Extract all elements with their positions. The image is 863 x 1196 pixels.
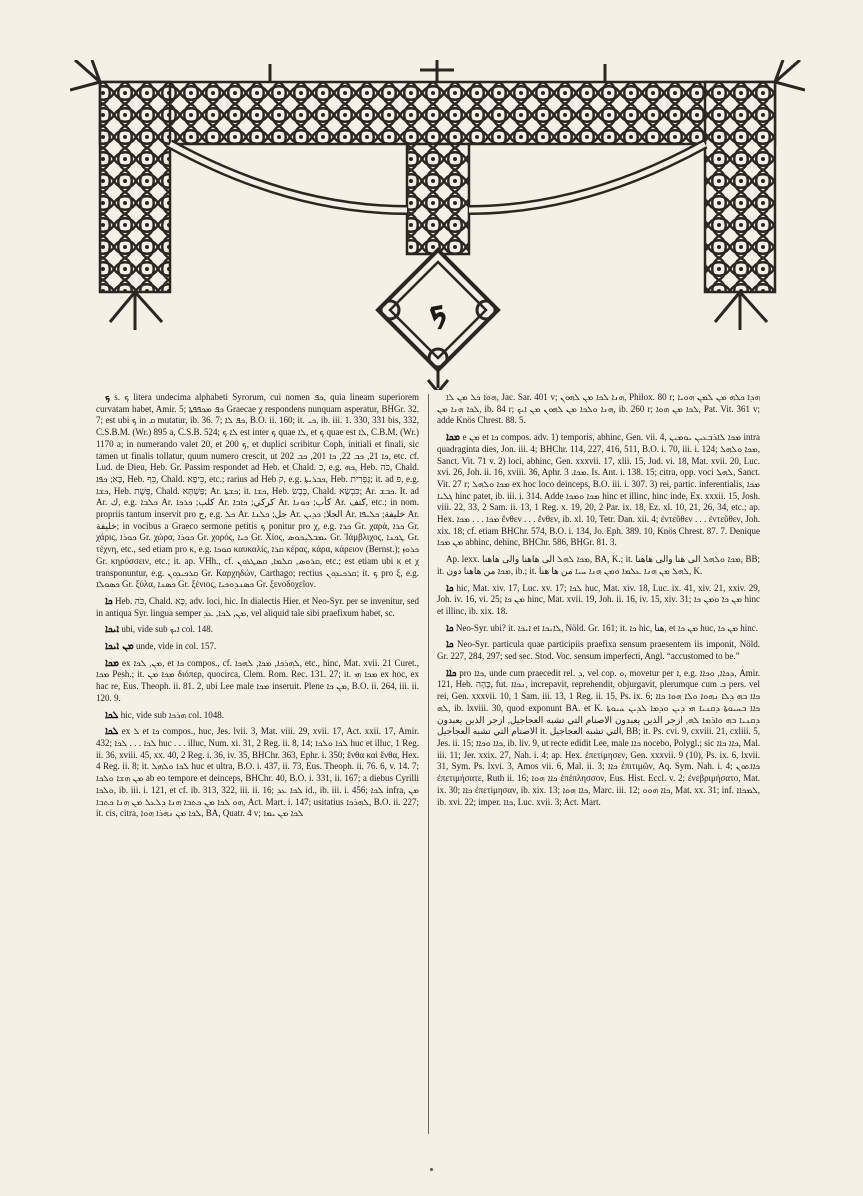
entry-headword: ܡܢ ܐܝܟܐ — [105, 641, 134, 653]
dictionary-entry — [96, 710, 419, 722]
entry-text: Ap. lexx. ܡܟܐ ܠܗܠ الى هاهنا والى هاهنا, BA, K.; it. ܡܟܐ ܘܠܗܠ الى هنا والى هاهنا, BB; it. ܡܟܐ من هاهنا دون, ib.; it. ܠܗܠ ܡܢ ܗܢܐ ܥܠܡܐ ܘܡܢ ܗܢܐ ܚܝܐ من ها هنا, K. — [437, 554, 760, 576]
dictionary-entry — [96, 392, 419, 591]
dictionary-entry — [437, 432, 760, 549]
entry-text: unde, vide in col. 157. — [136, 641, 217, 652]
entry-text: hic, Mat. xiv. 17, Luc. xv. 17; ܠܟܐ huc, Mat. xiv. 18, Luc. ix. 41, xiv. 21, xxiv. 29, Joh. iv. 16, vi. 25; ܡܢ ܟܐ hinc, Mat. xvii. 19, Joh. ii. 16, iv. 15, xiv. 31; ܡܢ ܟܐ ܘܡܢ ܟܐ hinc et illinc, ib. xix. 18. — [437, 582, 760, 616]
entry-text: Neo-Syr. particula quae participiis praefixa sensum praesentem iis imponit, Nöld. Gr. 227, 284, 297; sed sec. Stod. Voc. sensum imperfecti, Angl. “accustomed to be.” — [437, 639, 760, 662]
dictionary-entry — [437, 554, 760, 577]
entry-text: ex ܡܢ, ܠܟܐ, et ܟܐ compos., cf. ܠܗܪܟܐ, ܡܟܐ, ܠܗܟܐ, etc., hinc, Mat. xvii. 21 Curet., ܡܟܐ Pesh.; it. ܡܟܐ ܡܢ διόπερ, quocirca, Clem. Rom. Rec. 131. 27; it. ܡܟܐ ܗܝ ex hoc, ex hac re, Eus. Theoph. ii. 81. 2, ubi Lee male ܡܟܐ inseruit. Plene ܡܢ ܟܐ, B.O. ii. 264, iii. ii. 120. 9. — [96, 657, 419, 703]
entry-text: hic, vide sub ܗܪܟܐ col. 1048. — [120, 709, 224, 720]
entry-text: ex ܠ et ܟܐ compos., huc, Jes. lvii. 3, Mat. viii. 29, xvii. 17, Act. xxii. 17, Amir. 432; ܠܟܐ . . . ܠܟܐ huc . . . illuc, Num. xi. 31, 2 Reg. ii. 8, 14; ܠܟܐ ܘܠܟܐ huc et illuc, 1 Reg. ii. 36, xviii. 45, xx. 40, 2 Reg. i. 36, iv. 35, BHChr. 363, Ephr. i. 350; ἔνθα καὶ ἔνθα, Hex. 4 Reg. ii. 8; it. ܠܟܐ ܘܠܗܠ huc et ultra, B.O. i. 437, ii. 73, Eus. Theoph. ii. 76. 6, v. 14. 7; ܡܢ ܗܫܐ ܘܠܟܐ ab eo tempore et deinceps, BHChr. 40, B.O. i. 331, ii. 167; a diebus Cyrilli ܘܠܟܐ, ib. iii. i. 121, et cf. ib. 313, 322, iii. ii. 16; ܠܟܐ ܥܕ id., ib. iii. i. 456; ܠܟܐ infra, ܡܢ ܗܘ ܠܟܐ ܡܢ ܟܬܒܐ ܗܢܐ ܕܠܥܠ ܡܢ ܗܢܐ ܟܬܒܐ, Act. Mart. i. 147; usitatius ܠܗܪܟܐ, B.O. ii. 227; it. cis, citra, ܠܟܐ ܡܢ ܢܗܪܐ ܗܘܐ, BA, Quatr. 4 v; ܠܟܐ ܡܢ ܝܡܐ — [96, 726, 419, 819]
entry-headword: ܟܐ — [105, 595, 113, 607]
center-letter: ܟ — [428, 289, 448, 329]
entry-headword: ܡܟܐ — [446, 432, 460, 444]
entry-headword: ܐܝܟܐ — [105, 624, 120, 636]
right-column — [437, 392, 760, 1152]
entry-headword: ܟܐ — [446, 639, 454, 651]
entry-headword: ܟ — [105, 392, 111, 403]
column-divider — [428, 394, 429, 1134]
celtic-knot-headpiece-icon — [70, 60, 805, 390]
dictionary-entry — [437, 583, 760, 618]
dictionary-entry — [437, 392, 760, 427]
entry-headword: ܟܐ — [446, 582, 454, 594]
entry-headword: ܟܐܐ — [446, 667, 457, 679]
dictionary-entry — [437, 639, 760, 662]
entry-headword: ܡܟܐ — [105, 657, 119, 669]
entry-text: ubi, vide sub ܐܝܟ col. 148. — [121, 624, 214, 635]
dictionary-columns — [96, 392, 760, 1152]
entry-text: ܗܘܐ ܟܠ ܡܢ ܠܐ, Jac. Sar. 401 v; ܗܢܐ ܠܟܐ ܡܢ ܠܗܘܢ, Philox. 80 r; ܗܕܐ ܟܠܗ ܡܢ ܠܡܢ ܗܘܝܐ ܠܟܐ ܗܢܐ ܡܢ, ib. 84 r; ܗܢܐ ܘܠܟܐ ܡܢ ܠܗܘܢ ܡܢ ܐܝܟ, ib. 260 r; ܠܟܐ ܡܢ ܗܘܐ, Pat. Vit. 361 v; adde Knös Chrest. 88. 5. — [437, 392, 760, 426]
dictionary-entry — [96, 641, 419, 653]
dictionary-entry — [96, 658, 419, 705]
entry-headword: ܠܟܐ — [105, 726, 119, 738]
entry-headword: ܟܐ — [446, 622, 454, 634]
dictionary-entry — [96, 596, 419, 619]
entry-text: Heb. כֹּה, Chald. כָּא, adv. loci, hic. In dialectis Hier. et Neo-Syr. per se invenitur, sed in antiqua Syr. lingua semper ܡܢ, ܠܟܐ, ܥܕ, vel aliquid tale sibi praefixum habet, sc. — [96, 595, 419, 618]
entry-text: s. ܟ litera undecima alphabeti Syrorum, cui nomen ܟܦ, quia lineam superiorem curvatam habet, Amir. 5; ܟܦ ܡܟܦܦܬܐ Graecae χ respondens nunquam asperatur, BHGr. 32. 7; est ubi ܟ in ܩ mutatur, ib. 36. 7; ܟܦ ܠܐ, B.O. ii. 160; it. ܟܝ, ib. iii. 1. 330, 331 bis, 332, C.S.B.M. (Wr.) 895 a, C.S.B. 524; ܠܐ ܟ est inter ܟ quae ܠܐ, et ܟ quae est ܠܐ, C.B.M. (Wr.) 1170 a; in numerando valet 20, et ܟ 200, et duplici scribitur Coph, initiali et finali, sic tamen ut finalis tollatur, quum numero crescit, ut ܟܐ 21, ܟܒ 22, ܟܐ 201, ܟܒ 202, etc. cf. Lud. de Dieu, Heb. Gr. Passim respondet ad Heb. et Chald. כ, e.g. ܟܗ, Heb. כֹּה, Chald. כָּא; ܟܦܐ, Heb. כֵּף, Chald. כֵּיפָא, etc.; rarius ad Heb ק, e.g. ܟܒܪܝܬܐ, Heb. גָּפְרִית; it. ad פ, e.g. ܟܫܐ, Heb. פָּשֶׁת, Chald. פַּשְׁתָּא; Ar. ܟܫܬܐ; it. ܟܫܐ, Heb. כֶּבֶשׂ, Chald. כִּבְשָׂא; Ar. ܟܒܫ. It. ad Ar. ك, e.g. ܟܠܒܐ Ar. كلب; ܟܪܟܐ Ar. كركي; ܟܐܒܐ Ar. كأب; ܟܘܢܐ Ar. كتف, etc.; in nom. propriis tantum inservit pro ج, e.g. ܟܠ Ar. جل; ܟܠܢܐ Ar. الجلا; ܟܕܝܢ Ar. خليفة; ܟܠܝܦܐ Ar. خليفة; in vocibus a Graeco sermone petitis ܟ ponitur pro χ, e.g. ܟܪܐ Gr. χαρά, ܟܪܐ Gr. χάρις, ܟܘܪܐ Gr. χώρα, ܟܘܪܐ Gr. χορός, ܟܝܐ Gr. Χίος, ܝܡܒܠܝܟܘܣ Gr. Ἰάμβλιχος, ܛܟܢܐ Gr. τέχνη, etc., sed etiam pro κ, e.g. ܩܘܟܐ καυκαλίς, ܩܪܐ κέρας, κάρα, κάρειον (Bernst.); ܟܪܘܙ Gr. κηρύσσειν, etc.; it. ap. VHh., cf. ܩܪܘܣ, ܩܠܡܐ, ܩܣܛܪܘܢ, etc.; est etiam ubi κ et χ transponuntur, e.g. ܩܪܟܝܕܘܢ Gr. Καρχηδών, Carthago; rectius ܩܪܟܝܕܘܢ; it. ܟ pro ξ, e.g. ܟܣܘܠܐ Gr. ξύλα, ܟܣܢܐ Gr. ξένιος, ܟܣܢܕܘܟܝܐ Gr. ξενοδοχεῖον. — [96, 392, 419, 590]
dictionary-entry — [96, 726, 419, 820]
entry-text: e ܡܢ et ܟܐ compos. adv. 1) temporis, abhinc, Gen. vii. 4, ܡܟܐ ܠܐܪܒܥܝܢ ܝܘܡܝܢ intra quadraginta dies, Jon. iii. 4; BHChr. 114, 227, 416, 511, B.O. i. 70, iii. i. 124; ܡܟܐ ܘܠܗܠ, Sanct. Vit. 71 v. 2) loci, abhinc, Gen. xxxvii. 17, xlii. 15, Jud. vi. 18, Mat. xvii. 20, Luc. xvi. 26, Joh. ii. 16, xviii. 36, Aphr. ܡܟܐ. 3. Is. Ant. i. 138. 15; citra, opp. voci ܠܗܠ, Sanct. Vit. 27 r; ܡܟܐ ܘܠܗܠ ex hoc loco deinceps, B.O. iii. i. 307. 3) rei, partic. inferentialis, ܡܟܐ ܓܠܝܐ hinc patet, ib. iii. i. 314. Adde ܡܟܐ ܘܡܟܐ hinc et illinc, hinc inde, Ex. xxxii. 15, Josh. viii. 22, 33, 2 Sam. ii. 13, 1 Reg. x. 19, 20, 2 Par. ix. 18, Ez. xl. 10, 21, 26, 34, etc.; ap. Hex. ܡܟܐ . . . ܡܟܐ ἔνθεν . . . ἔνθεν, ib. xl. 10, Tetr. Dan. xii. 4; ἐντεῦθεν . . . ἐντεῦθεν, Joh. xix. 18; cf. etiam BHChr. 574, B.O. i. 134, Jo. Eph. 389. 10, Knös Chrest. 87. 7. Denique ܡܢ ܡܟܐ abhinc, dehinc, BHChr. 586, BHGr. 81. 3. — [437, 432, 760, 548]
entry-headword: ܠܟܐ — [105, 709, 119, 721]
dictionary-entry — [437, 668, 760, 808]
entry-text: Neo-Syr. ubi? it. ܐܝܟܐ et ܠܐܝܟܐ, Nöld. Gr. 161; it. ܟܐ hic, هنا, et ܡܢ ܟܐ huc, ܡܢ ܟܐ hinc. — [455, 622, 759, 633]
dictionary-entry — [437, 623, 760, 635]
entry-text: pro ܟܐܐ, unde cum praecedit rel. ܕ, vel cop. ܘ, movetur per ܐ, e.g. ܕܟܐܐ, ܘܟܐܐ, Amir. 121, Heb. כָּהָה, fut. ܢܟܐܐ, increpavit, reprehendit, objurgavit, plerumque cum ܒ pers. vel rei, Gen. xxxvii. 10, 1 Sam. iii. 13, 1 Reg. ii. 15, Ps. ix. 6; ܟܐܐ ܒܗ ܕܠܐ ܢܗܘܐ ܘܠܐ ܗܘܐ ܟܐܐ ܠܗ, ib. lxviii. 30, quod exponunt BA. et K. ܟܐܐ ܒܚܝܘܬܐ ܕܩܢܝܐ ܗܝ ܕܝܢ ܘܕܡܐ ܠܕܝܢ ܚܝܘܬܐ ܕܩܢܝܐ ܒܗ ܘܐܪܡܐ ܠܗ, ازجر الذين يعبدون الاصنام التي تشبه العجاجيل, ازجر الذين يعبدون الاصنام التي تشبه العجاجيل it. التي تشبه العجاجيل, BB; it. Ps. cvi. 9, cxviii. 21, cxliii. 5, Jes. ii. 15; ܟܐܐ ܘܟܐܐ, ib. liv. 9, ut recte edidit Lee, male ܟܐܐ nocebo, Polygl.; sic ܟܐܐ ܟܐܐ, Mal. iii. 11; Jer. xxix. 27, Nah. i. 4; ap. Hex. ἐπετίμησεν, Gen. xxxvii. 9 (10), Ps. ix. 6, lxvii. 31, Sym. Ps. lxvi. 3, Amos vii. 6, Mal. ii. 3; ܟܐܐ ἐπιτιμῶν, Aq. Sym. Nah. i. 4; ܟܐܐܬܘܢ ἐπετιμήσατε, Ruth ii. 16; ܟܐܐ ܗܘܐ ἐπέπλησσον, Eus. Hist. Eccl. v. 2; ἐνεβριμήσατο, Mat. ix. 30; ܟܐܐ ἐπετίμησαν, ib. xix. 13; ܟܐܐ ܗܘܐ, Marc. iii. 12; ܟܐܐ ܗܘܘ, Mat. xx. 31; inf. ܠܡܟܐܐ, ib. xvi. 22; imper. ܟܐܐ, Luc. xvii. 3; Act. Mart. — [437, 667, 760, 807]
left-column — [96, 392, 419, 1152]
page-mark — [430, 1168, 433, 1171]
dictionary-entry — [96, 624, 419, 636]
